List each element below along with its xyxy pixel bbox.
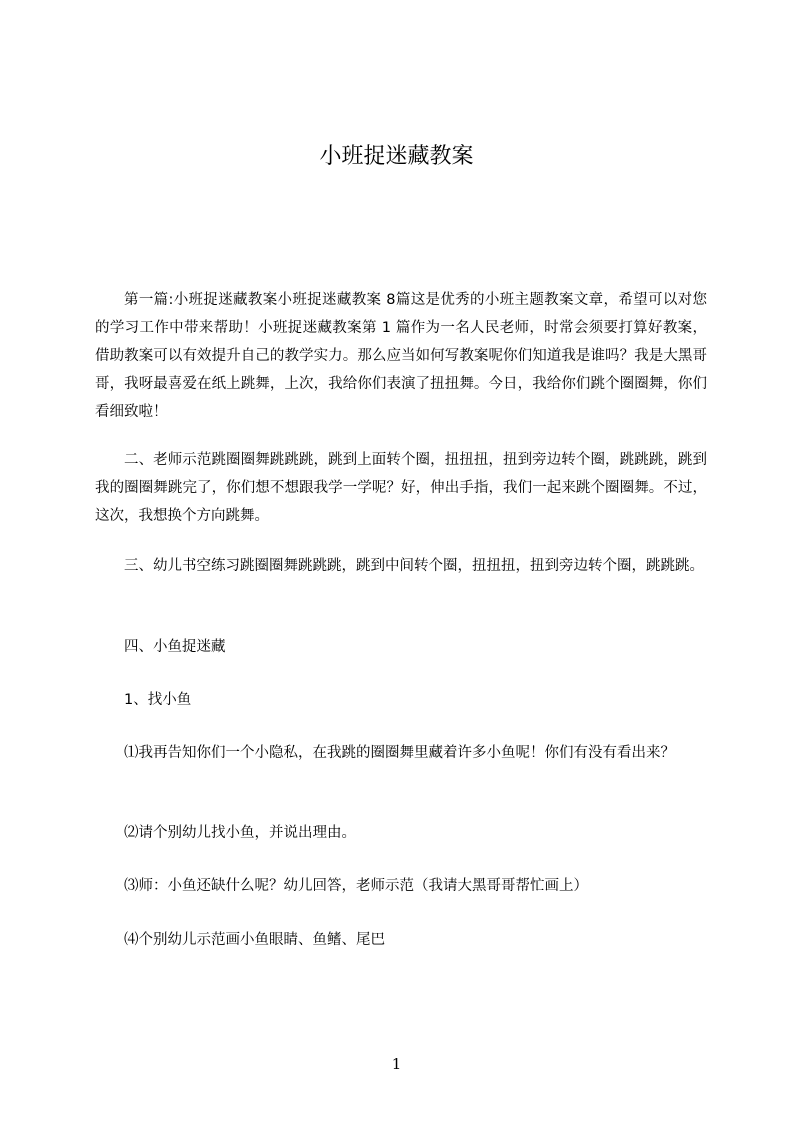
paragraph-fish-hide-seek: 四、小鱼捉迷藏	[124, 639, 226, 655]
paragraph-step-1: ⑴我再告知你们一个小隐私，在我跳的圈圈舞里藏着许多小鱼呢！你们有没有看出来？	[124, 745, 675, 761]
paragraph-step-2: ⑵请个别幼儿找小鱼，并说出理由。	[124, 825, 356, 841]
paragraph-teacher-demo: 二、老师示范跳圈圈舞跳跳跳，跳到上面转个圈，扭扭扭，扭到旁边转个圈，跳跳跳，跳到我的圈圈舞跳完了，你们想不想跟我学一学呢？好，伸出手指，我们一起来跳个圈圈舞。不过，这次，我想换个方向跳舞。	[95, 452, 707, 524]
page-number: 1	[391, 1055, 402, 1073]
paragraph-child-practice: 三、幼儿书空练习跳圈圈舞跳跳跳，跳到中间转个圈，扭扭扭，扭到旁边转个圈，跳跳跳。	[124, 558, 704, 574]
document-title: 小班捉迷藏教案	[319, 144, 474, 169]
paragraph-find-fish: 1、找小鱼	[124, 692, 192, 708]
paragraph-intro: 第一篇:小班捉迷藏教案小班捉迷藏教案 8篇这是优秀的小班主题教案文章，希望可以对您的学习工作中带来帮助！小班捉迷藏教案第 1 篇作为一名人民老师，时常会须要打算好教案，借助教案可以有效提升自己的教学实力。那么应当如何写教案呢你们知道我是谁吗？我是大黑哥哥，我呀最喜爱在纸上跳舞，上次，我给你们表演了扭扭舞。今日，我给你们跳个圈圈舞，你们看细致啦！	[95, 292, 707, 420]
paragraph-step-3: ⑶师：小鱼还缺什么呢？幼儿回答，老师示范（我请大黑哥哥帮忙画上）	[124, 878, 588, 894]
paragraph-step-4: ⑷个别幼儿示范画小鱼眼睛、鱼鳍、尾巴	[124, 932, 385, 948]
